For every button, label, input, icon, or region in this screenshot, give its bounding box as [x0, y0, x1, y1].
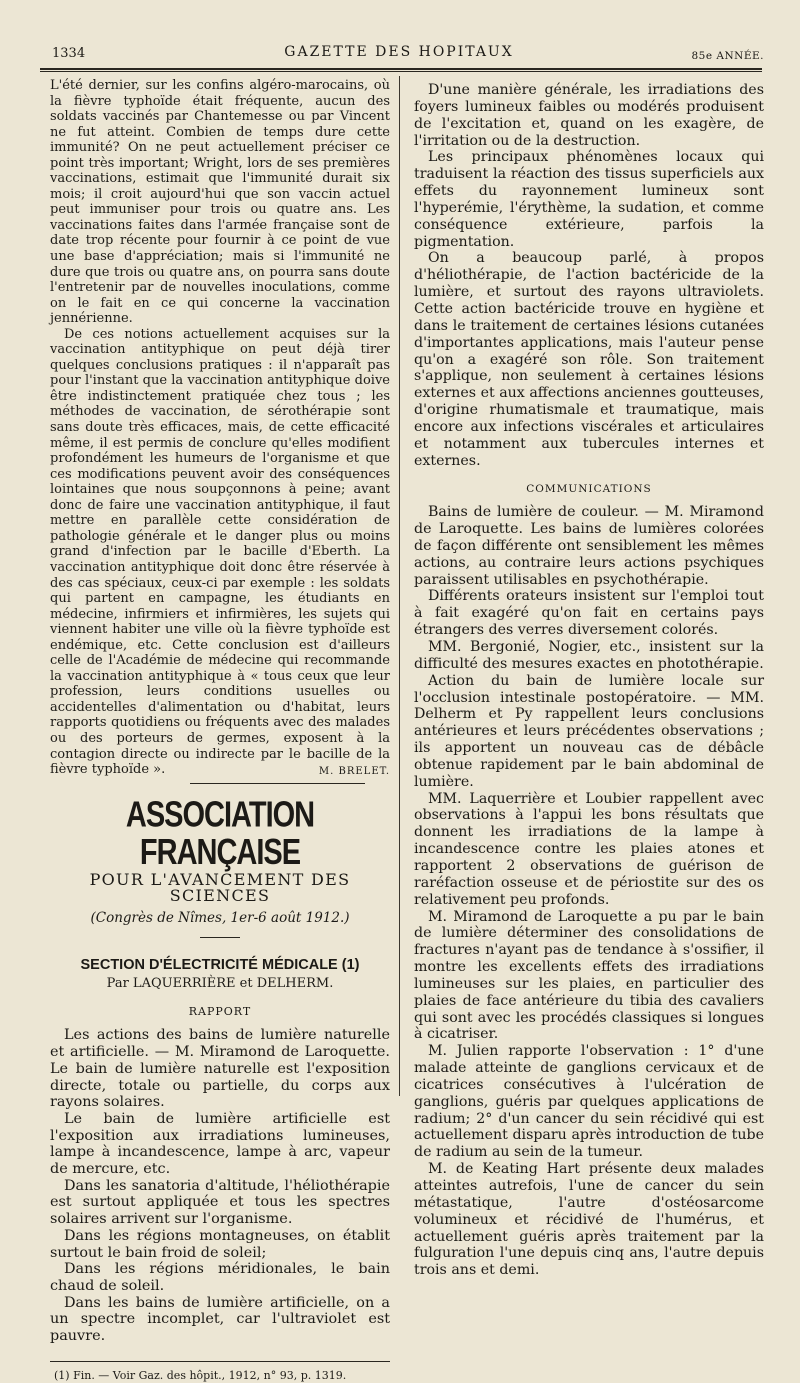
communication-paragraph: M. Julien rapporte l'observation : 1° d'une malade atteinte de ganglions cervicaux et de cicatrices consécutives à l'ulcération de ganglions, guéris par quelques applications de radium; 2° d'un cancer du sein récidivé qui est actuellement disparu après introduction de tube de radium au sein de la tumeur. [414, 1043, 764, 1161]
rapport-paragraph: Dans les régions méridionales, le bain chaud de soleil. [50, 1261, 390, 1294]
header-rule [40, 68, 762, 72]
journal-title: GAZETTE DES HOPITAUX [284, 44, 514, 60]
section-authors: Par LAQUERRIÈRE et DELHERM. [106, 976, 334, 992]
congress-line: (Congrès de Nîmes, 1er-6 août 1912.) [90, 910, 350, 927]
page-header [34, 42, 764, 66]
communication-paragraph: Bains de lumière de couleur. — M. Miramond de Laroquette. Les bains de lumières colorées de façon différente ont sensiblement les mêmes actions, au contraire leurs actions psychiques paraissent utilisables en psychothérapie. [414, 504, 764, 588]
column-divider [399, 76, 400, 1096]
signature-rule [190, 783, 365, 784]
communications-heading: COMMUNICATIONS [526, 483, 652, 496]
right-column [414, 82, 764, 1279]
footnote-rule [50, 1361, 390, 1362]
rapport-paragraph: Dans les régions montagneuses, on établit surtout le bain froid de soleil; [50, 1227, 390, 1261]
year-label: 85e ANNÉE. [691, 50, 764, 62]
body-paragraph: D'une manière générale, les irradiations des foyers lumineux faibles ou modérés produisent de l'excitation et, quand on les exagère, de l'irritation ou de la destruction. [414, 82, 764, 149]
rapport-paragraph: Dans les sanatoria d'altitude, l'héliothérapie est surtout appliquée et tous les spectres solaires arrivent sur l'organisme. [50, 1177, 390, 1228]
body-paragraph: Les principaux phénomènes locaux qui traduisent la réaction des tissus superficiels aux effets du rayonnement lumineux sont l'hyperémie, l'érythème, la sudation, et comme conséquence extérieure, parfois la pigmentation. [414, 149, 764, 250]
communication-paragraph: MM. Laquerrière et Loubier rappellent avec observations à l'appui les bons résultats que donnent les irradiations de la lampe à incandescence contre les plaies atones et rapportent 2 observations de guérison de raréfaction osseuse et de périostite sur des os relativement peu profonds. [414, 790, 764, 908]
left-column [50, 78, 390, 1383]
communication-paragraph: M. de Keating Hart présente deux malades atteintes autrefois, l'une de cancer du sein métastatique, l'autre d'ostéosarcome volumineux et récidivé de l'humérus, et actuellement guéris après traitement par la fulguration l'une depuis cinq ans, l'autre depuis trois ans et demi. [414, 1161, 764, 1279]
footnote: (1) Fin. — Voir Gaz. des hôpit., 1912, n° 93, p. 1319. [54, 1368, 347, 1382]
communication-paragraph: MM. Bergonié, Nogier, etc., insistent sur la difficulté des mesures exactes en photothérapie. [414, 639, 764, 672]
communication-paragraph: Différents orateurs insistent sur l'emploi tout à fait exagéré qu'on fait en certains pays étrangers des verres diversement colorés. [414, 588, 764, 639]
communication-paragraph: Action du bain de lumière locale sur l'occlusion intestinale postopératoire. — MM. Delherm et Py rappellent leurs conclusions antérieures et leurs précédentes observations ; ils apportent un nouveau cas de débâcle obtenue rapidement par le bain abdominal de lumière. [414, 672, 764, 790]
page-number: 1334 [52, 46, 86, 61]
body-paragraph: On a beaucoup parlé, à propos d'héliothérapie, de l'action bactéricide de la lumière, et surtout des rayons ultraviolets. Cette action bactéricide trouve en hygiène et dans le traitement de certaines lésions cutanées d'importantes applications, mais l'auteur pense qu'on a exagéré son rôle. Son traitement s'applique, non seulement à certaines lésions externes et aux affections anciennes goutteuses, d'origine rhumatismale et traumatique, mais encore aux infections viscérales et articulaires et notamment aux tubercules internes et externes. [414, 250, 765, 469]
association-subtitle: POUR L'AVANCEMENT DES SCIENCES [89, 870, 351, 905]
association-title: ASSOCIATION FRANÇAISE [125, 795, 315, 873]
signature: M. BRELET. [318, 765, 390, 777]
rapport-body [50, 1027, 390, 1344]
rapport-paragraph: Dans les bains de lumière artificielle, on a un spectre incomplet, car l'ultraviolet est pauvre. [50, 1294, 390, 1345]
intro-paragraph: L'été dernier, sur les confins algéro-marocains, où la fièvre typhoïde était fréquente, aucun des soldats vaccinés par Chantemesse ou par Vincent ne fut atteint. Combien de temps dure cette immunité? On ne peut actuellement préciser ce point très important; Wright, lors de ses premières vaccinations, estimait que l'immunité durait six mois; il croit aujourd'hui que son vaccin actuel peut immuniser pour trois ou quatre ans. Les vaccinations faites dans l'armée française sont de date trop récente pour fournir à ce point de vue une base d'appréciation; mais si l'immunité ne dure que trois ou quatre ans, on pourra sans doute l'entretenir par de nouvelles inoculations, comme on le fait en ce qui concerne la vaccination jennérienne. [50, 78, 390, 327]
communication-paragraph: M. Miramond de Laroquette a pu par le bain de lumière déterminer des consolidations de fractures n'ayant pas de tendance à s'ossifier, il montre les excellents effets des irradiations lumineuses sur les plaies, en particulier des plaies de face antérieure du tibia des cavaliers qui sont avec les procédés classiques si longues à cicatriser. [414, 908, 764, 1043]
rapport-paragraph: Le bain de lumière artificielle est l'exposition aux irradiations lumineuses, lampe à incandescence, lampe à arc, vapeur de mercure, etc. [50, 1110, 390, 1178]
section-rule [200, 937, 240, 938]
rapport-paragraph: Les actions des bains de lumière naturelle et artificielle. — M. Miramond de Laroquette. Le bain de lumière naturelle est l'exposition directe, totale ou partielle, du corps aux rayons solaires. [50, 1027, 390, 1111]
rapport-heading: RAPPORT [188, 1004, 252, 1018]
section-title: SECTION D'ÉLECTRICITÉ MÉDICALE (1) [80, 956, 360, 973]
intro-paragraph: De ces notions actuellement acquises sur la vaccination antityphique on peut déjà tirer quelques conclusions pratiques : il n'apparaît pas pour l'instant que la vaccination antityphique doive être indistinctement pratiquée chez tous ; les méthodes de vaccination, de sérothérapie sont sans doute très efficaces, mais, de cette efficacité même, il est permis de conclure qu'elles modifient profondément les humeurs de l'organisme et que ces modifications peuvent avoir des conséquences lointaines que nous soupçonnons à peine; avant donc de faire une vaccination antityphique, il faut mettre en parallèle cette considération de pathologie générale et le danger plus ou moins grand d'infection par le bacille d'Eberth. La vaccination antityphique doit donc être réservée à des cas spéciaux, ceux-ci par exemple : les soldats qui partent en campagne, les étudiants en médecine, infirmiers et infirmières, les sujets qui viennent habiter une ville où la fièvre typhoïde est endémique, etc. Cette conclusion est d'ailleurs celle de l'Académie de médecine qui recommande la vaccination antityphique à « tous ceux que leur profession, leurs conditions usuelles ou accidentelles d'alimentation ou d'habitat, leurs rapports quotidiens ou fréquents avec des malades ou des porteurs de germes, exposent à la contagion directe ou indirecte par le bacille de la fièvre typhoïde ». [50, 326, 390, 778]
